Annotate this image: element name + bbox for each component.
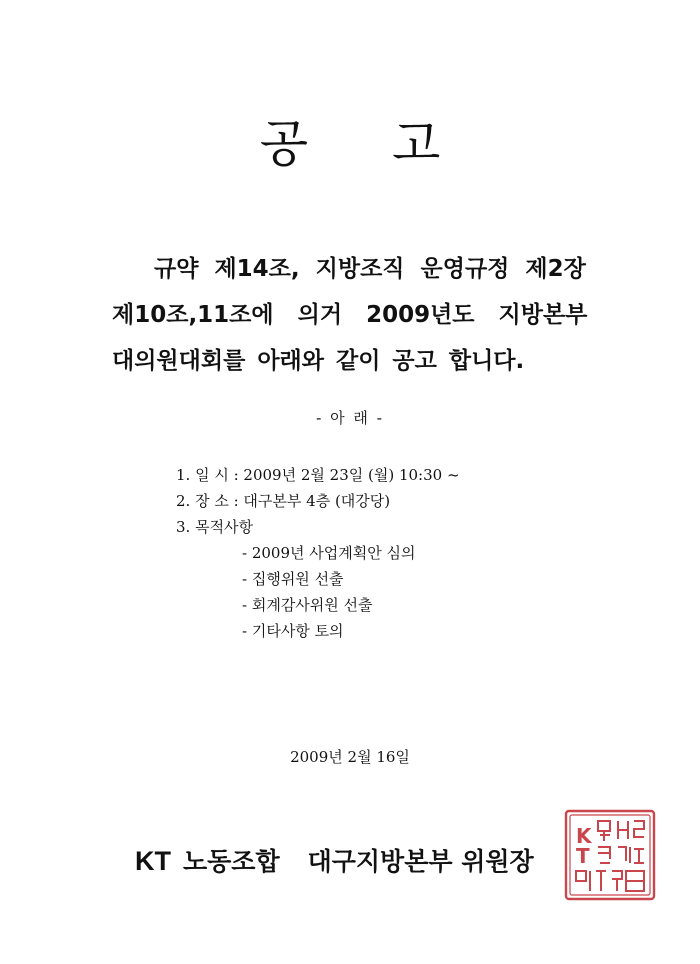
below-heading: - 아 래 -	[315, 409, 385, 427]
title-char: 고	[392, 115, 441, 173]
detail-item: 3. 목적사항	[176, 518, 254, 536]
details-list	[176, 462, 460, 644]
svg-text:K: K	[576, 824, 592, 848]
union-name: 노동조합	[183, 847, 280, 876]
intro-line: 제10조,11조에 의거 2009년도 지방본부	[112, 302, 588, 328]
svg-text:T: T	[576, 844, 590, 868]
signature-line	[135, 842, 534, 878]
sub-item: - 기타사항 토의	[242, 622, 344, 640]
intro-paragraph	[112, 246, 612, 384]
sub-item: - 집행위원 선출	[242, 570, 344, 588]
detail-item: 1. 일 시 : 2009년 2월 23일 (월) 10:30 ~	[176, 466, 460, 484]
title-char: 공	[259, 115, 308, 173]
sub-item: - 2009년 사업계획안 심의	[242, 544, 416, 562]
intro-line: 대의원대회를 아래와 같이 공고 합니다.	[112, 348, 525, 374]
position-title: 대구지방본부 위원장	[307, 847, 534, 876]
intro-line: 규약 제14조, 지방조직 운영규정 제2장	[154, 256, 586, 282]
sub-item: - 회계감사위원 선출	[242, 596, 373, 614]
org-name: KT	[135, 846, 171, 876]
official-seal-stamp	[560, 805, 660, 905]
notice-date: 2009년 2월 16일	[290, 748, 410, 766]
notice-title	[0, 104, 700, 176]
detail-item: 2. 장 소 : 대구본부 4층 (대강당)	[176, 492, 391, 510]
